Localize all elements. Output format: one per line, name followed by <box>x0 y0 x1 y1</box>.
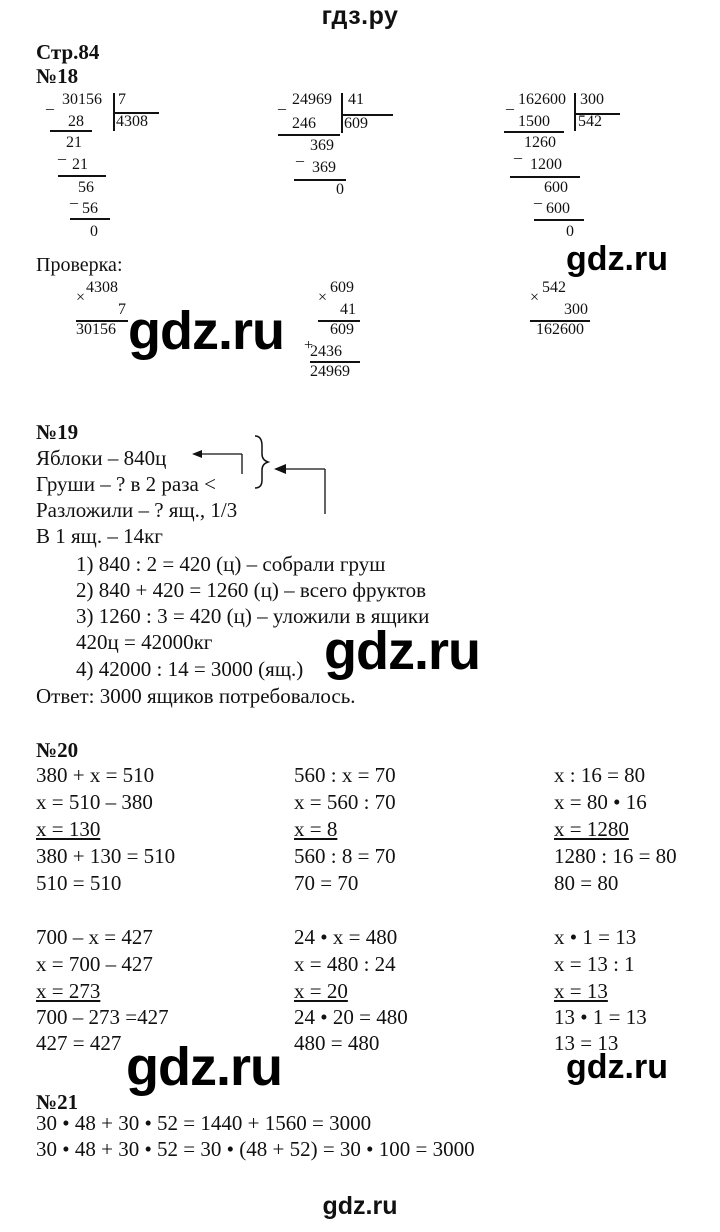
task-18-label: №18 <box>36 64 79 88</box>
times-icon: × <box>530 289 540 306</box>
condition: В 1 ящ. – 14кг <box>36 524 163 548</box>
task-21-label: №21 <box>36 1090 79 1114</box>
answer: Ответ: 3000 ящиков потребовалось. <box>36 684 356 708</box>
step: 1500 <box>518 113 550 130</box>
check-label: Проверка: <box>36 254 123 276</box>
solution-value: x = 8 <box>294 817 338 841</box>
step: 369 <box>312 159 336 176</box>
solution-step: 1) 840 : 2 = 420 (ц) – собрали груш <box>76 552 386 576</box>
step: 0 <box>566 223 574 240</box>
task-20-label: №20 <box>36 738 79 762</box>
condition: Груши – ? в 2 раза < <box>36 472 216 496</box>
solution-step: 3) 1260 : 3 = 420 (ц) – уложили в ящики <box>76 604 430 628</box>
watermark: gdz.ru <box>128 301 284 361</box>
expression-line: 30 • 48 + 30 • 52 = 30 • (48 + 52) = 30 • 100 = 3000 <box>36 1137 475 1161</box>
relation-arrows-icon <box>180 430 340 520</box>
dividend: 162600 <box>518 91 566 108</box>
quotient: 4308 <box>116 113 148 130</box>
plus-icon: + <box>304 337 314 354</box>
step: 369 <box>310 137 334 154</box>
condition: Разложили – ? ящ., 1/3 <box>36 498 238 522</box>
step: 1260 <box>524 134 556 151</box>
watermark: gdz.ru <box>566 1048 668 1086</box>
step: 28 <box>68 113 84 130</box>
expression-line: 30 • 48 + 30 • 52 = 1440 + 1560 = 3000 <box>36 1111 372 1135</box>
watermark: gdz.ru <box>126 1037 282 1097</box>
step: 21 <box>66 134 82 151</box>
dividend: 30156 <box>62 91 102 108</box>
site-header[interactable]: гдз.ру <box>321 2 399 30</box>
solution-value: x = 1280 <box>554 817 629 841</box>
solution-value: x = 130 <box>36 817 101 841</box>
solution-step: 2) 840 + 420 = 1260 (ц) – всего фруктов <box>76 578 427 602</box>
step: 0 <box>90 223 98 240</box>
dividend: 24969 <box>292 91 332 108</box>
solution-value: x = 20 <box>294 979 348 1003</box>
step: 1200 <box>530 156 562 173</box>
task-19-label: №19 <box>36 420 79 444</box>
step: 0 <box>336 181 344 198</box>
quotient: 609 <box>344 115 368 132</box>
page-title: Стр.84 <box>36 40 100 64</box>
site-footer[interactable]: gdz.ru <box>322 1192 398 1220</box>
step: 600 <box>544 179 568 196</box>
times-icon: × <box>318 289 328 306</box>
watermark: gdz.ru <box>566 240 668 278</box>
solution-step: 420ц = 42000кг <box>76 630 213 654</box>
times-icon: × <box>76 289 86 306</box>
watermark: gdz.ru <box>324 621 480 681</box>
quotient: 542 <box>578 113 602 130</box>
minus-sign: _ <box>46 95 54 112</box>
condition: Яблоки – 840ц <box>36 446 167 470</box>
step: 246 <box>292 115 316 132</box>
divisor: 300 <box>580 91 604 108</box>
step: 56 <box>78 179 94 196</box>
solution-step: 4) 42000 : 14 = 3000 (ящ.) <box>76 657 304 681</box>
divisor: 7 <box>118 91 126 108</box>
step: 21 <box>72 156 88 173</box>
divisor: 41 <box>348 91 364 108</box>
step: 56 <box>82 200 98 217</box>
solution-value: x = 273 <box>36 979 101 1003</box>
solution-value: x = 13 <box>554 979 608 1003</box>
step: 600 <box>546 200 570 217</box>
